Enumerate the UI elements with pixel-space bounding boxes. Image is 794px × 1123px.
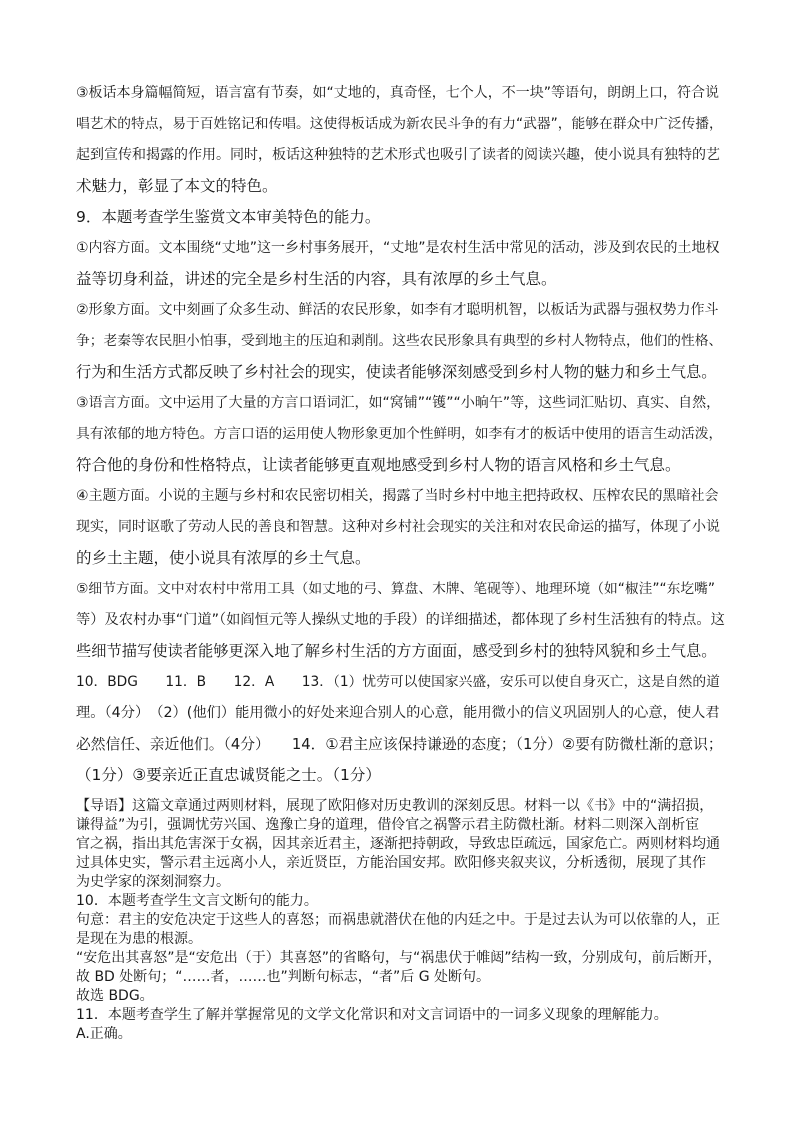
answer-key-line: 必然信任、亲近他们。（4分） 14．①君主应该保持谦逊的态度；（1分）②要有防微杜渐的意识；	[76, 736, 723, 753]
answer-key-line: 10．BDG 11．B 12．A 13．（1）忧劳可以使国家兴盛，安乐可以使自身灭亡，这是自然的道	[76, 674, 720, 690]
text-line: 句意：君主的安危决定于这些人的喜怒；而祸患就潜伏在他的内廷之中。于是过去认为可以依靠的人，正	[76, 912, 720, 928]
text-line: 现实，同时讴歌了劳动人民的善良和智慧。这种对乡村社会现实的关注和对农民命运的描写，体现了小说	[76, 519, 720, 535]
intro-line: 过具体史实，警示君主远离小人，亲近贤臣，方能治国安邦。欧阳修夹叙夹议，分析透彻，展现了其作	[76, 855, 706, 871]
text-line: ②形象方面。文中刻画了众多生动、鲜活的农民形象，如李有才聪明机智，以板话为武器与强权势力作斗	[76, 302, 719, 318]
text-line: 唱艺术的特点，易于百姓铭记和传唱。这使得板话成为新农民斗争的有力“武器”，能够在群众中广泛传播，	[76, 116, 723, 132]
question-heading: 10．本题考查学生文言文断句的能力。	[76, 893, 318, 909]
intro-line: 【导语】这篇文章通过两则材料，展现了欧阳修对历史教训的深刻反思。材料一以《书》中的“满招损，	[76, 798, 714, 814]
text-line: ⑤细节方面。文中对农村中常用工具（如丈地的弓、算盘、木牌、笔砚等）、地理环境（如“椒洼”“东圪嘴”	[76, 581, 715, 597]
answer-key-line: 理。（4分） （2）(他们）能用微小的好处来迎合别人的心意，能用微小的信义巩固别人的心意，使人君	[76, 705, 720, 721]
intro-line: 官之祸，指出其危害深于女祸，因其亲近君主，逐渐把持朝政，导致忠臣疏远，国家危亡。两则材料均通	[76, 836, 720, 852]
text-line: 具有浓郁的地方特色。方言口语的运用使人物形象更加个性鲜明，如李有才的板话中使用的语言生动活泼，	[76, 426, 723, 442]
text-line: 等）及农村办事“门道”（如阎恒元等人操纵丈地的手段）的详细描述，都体现了乡村生活独有的特点。这	[76, 612, 725, 628]
explanation-section	[76, 797, 726, 1044]
text-line: 争；老秦等农民胆小怕事，受到地主的压迫和剥削。这些农民形象具有典型的乡村人物特点，他们的性格、	[76, 333, 723, 349]
text-line: 些细节描写使读者能够更深入地了解乡村生活的方方面面，感受到乡村的独特风貌和乡土气息。	[76, 642, 717, 660]
text-line: 起到宣传和揭露的作用。同时，板话这种独特的艺术形式也吸引了读者的阅读兴趣，使小说具有独特的艺	[76, 147, 720, 163]
answer-section	[76, 78, 726, 1044]
text-line: “安危出其喜怒”是“安危出（于）其喜怒”的省略句，与“祸患伏于帷闼”结构一致，分别成句，前后断开，	[76, 950, 722, 966]
text-line: ④主题方面。小说的主题与乡村和农民密切相关，揭露了当时乡村中地主把持政权、压榨农民的黑暗社会	[76, 488, 719, 504]
text-line: 益等切身利益，讲述的完全是乡村生活的内容，具有浓厚的乡土气息。	[76, 270, 557, 288]
question-heading: 9．本题考查学生鉴赏文本审美特色的能力。	[76, 208, 381, 226]
answer-key-line: （1分）③要亲近正直忠诚贤能之士。（1分）	[76, 766, 381, 784]
intro-line: 为史学家的深刻洞察力。	[76, 874, 230, 890]
text-line: 符合他的身份和性格特点，让读者能够更直观地感受到乡村人物的语言风格和乡土气息。	[76, 456, 681, 474]
text-line: 的乡土主题，使小说具有浓厚的乡土气息。	[76, 549, 371, 567]
question-heading: 11．本题考查学生了解并掌握常见的文学文化常识和对文言词语中的一词多义现象的理解能力。	[76, 1007, 668, 1023]
text-line: ③板话本身篇幅简短，语言富有节奏，如“丈地的，真奇怪，七个人，不一块”等语句，朗朗上口，符合说	[76, 85, 720, 101]
text-line: 是现在为患的根源。	[76, 931, 202, 947]
text-line: ③语言方面。文中运用了大量的方言口语词汇，如“窝铺”“镬”“小晌午”等，这些词汇贴切、真实、自然，	[76, 395, 721, 411]
intro-line: 谦得益”为引，强调忧劳兴国、逸豫亡身的道理，借伶官之祸警示君主防微杜渐。材料二则深入剖析宦	[76, 817, 700, 833]
text-line: 术魅力，彰显了本文的特色。	[76, 177, 278, 195]
text-line: 故选 BDG。	[76, 988, 154, 1004]
text-line: A.正确。	[76, 1026, 132, 1042]
text-line: 行为和生活方式都反映了乡村社会的现实，使读者能够深刻感受到乡村人物的魅力和乡土气息。	[76, 363, 717, 381]
text-line: ①内容方面。文本围绕“丈地”这一乡村事务展开，“丈地”是农村生活中常见的活动，涉及到农民的土地权	[76, 240, 720, 256]
text-line: 故 BD 处断句；“……者，……也”判断句标志，“者”后 G 处断句。	[76, 969, 491, 985]
